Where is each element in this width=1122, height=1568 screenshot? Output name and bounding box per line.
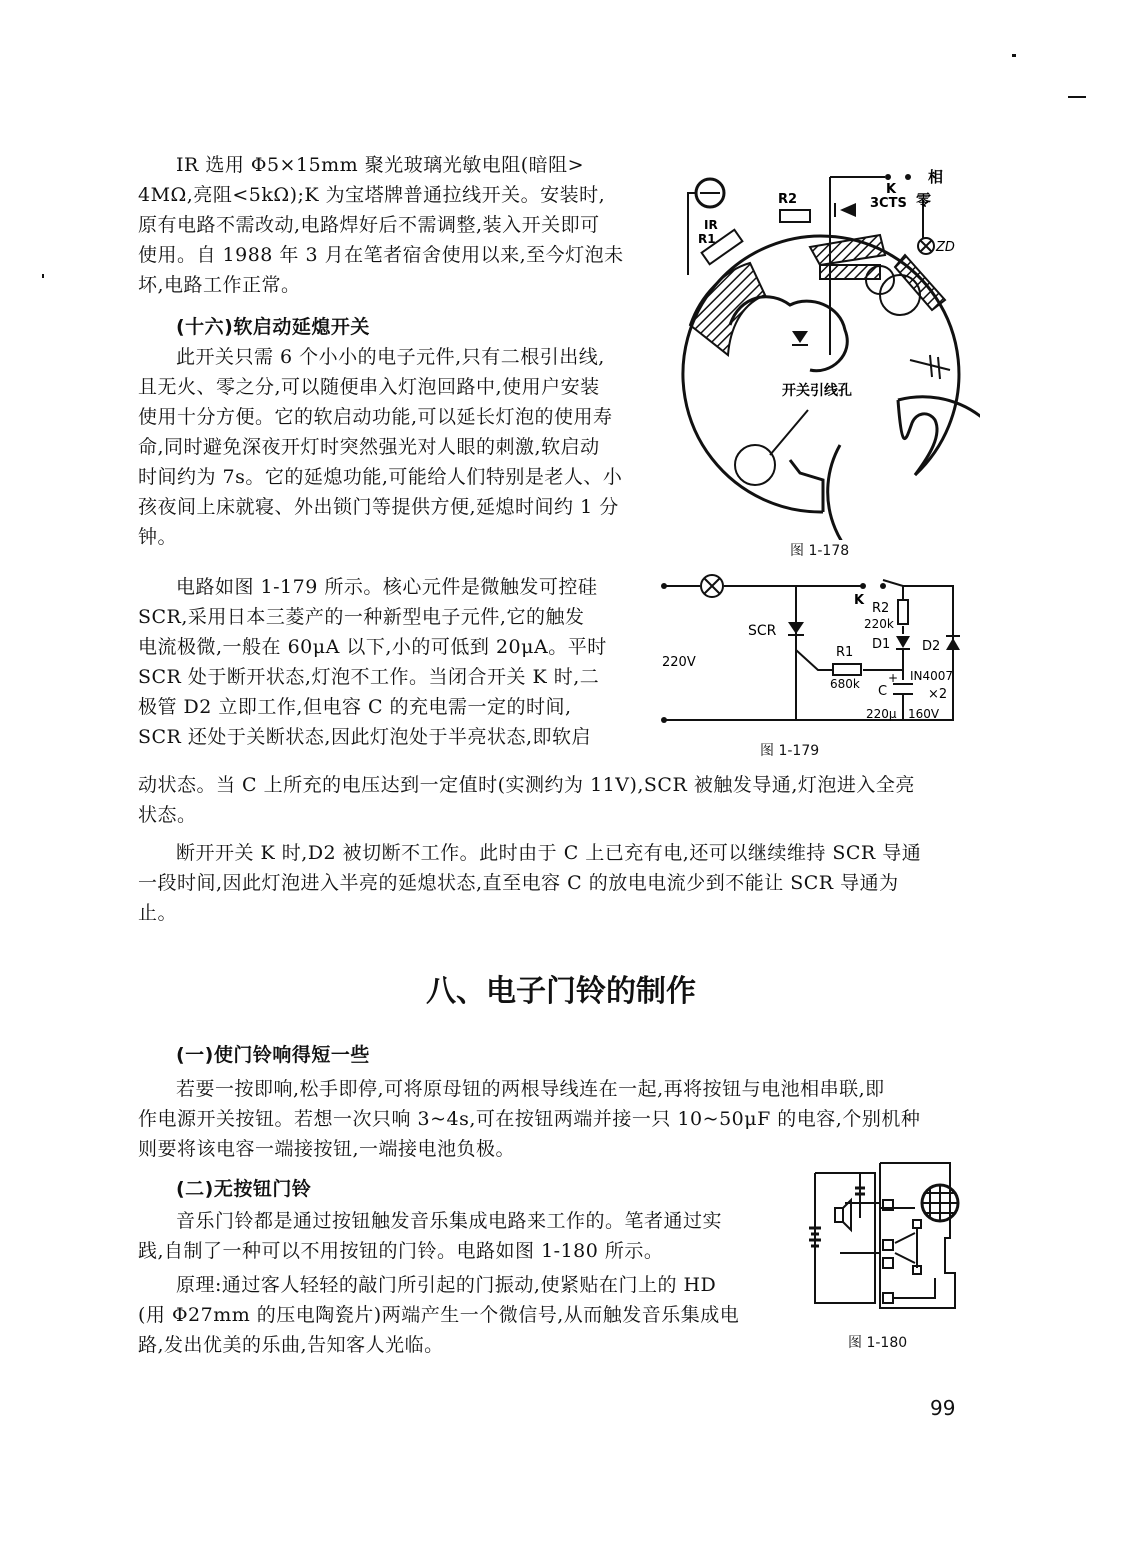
text-line: 动状态。当 C 上所充的电压达到一定值时(实测约为 11V),SCR 被触发导通,灯泡进入全亮 [138, 774, 915, 796]
label-r1: R1 [836, 645, 854, 660]
text-line: 原有电路不需改动,电路焊好后不需调整,装入开关即可 [138, 214, 600, 236]
label-c: C [878, 684, 888, 699]
label-r1-value: 680k [830, 677, 860, 691]
label-c-value: 220μ [866, 707, 897, 721]
figure-1-178 [680, 155, 980, 540]
paragraph-buttonless-intro [138, 1206, 798, 1266]
heading-soft-start-switch: (十六)软启动延熄开关 [176, 316, 370, 338]
ic-pin [883, 1240, 893, 1250]
paragraph-switch-intro [138, 342, 658, 552]
paragraph-circuit-179-cont [138, 770, 988, 830]
text-line: 此开关只需 6 个小小的电子元件,只有二根引出线, [176, 346, 605, 368]
text-line: 坏,电路工作正常。 [138, 274, 301, 296]
label-3cts: 3CTS [870, 196, 907, 211]
scr-symbol [788, 622, 804, 634]
heading-shorter-ring: (一)使门铃响得短一些 [176, 1044, 370, 1066]
paragraph-circuit-179 [138, 572, 658, 752]
label-ling: 零 [916, 191, 932, 209]
label-k: K [886, 182, 897, 197]
scan-mark [1068, 96, 1086, 98]
label-k: K [854, 593, 865, 608]
d2-diode [946, 638, 960, 650]
text-line: 断开开关 K 时,D2 被切断不工作。此时由于 C 上已充有电,还可以继续维持 SCR 导通 [176, 842, 922, 864]
r2-resistor [780, 210, 810, 222]
ic-pin [913, 1220, 921, 1228]
ic-pin [883, 1293, 893, 1303]
text-line: 孩夜间上床就寝、外出锁门等提供方便,延熄时间约 1 分 [138, 496, 619, 518]
text-line: SCR 处于断开状态,灯泡不工作。当闭合开关 K 时,二 [138, 666, 600, 688]
paragraph-shorter-ring [138, 1074, 988, 1164]
text-line: 止。 [138, 902, 178, 924]
paragraph-switch-off [138, 838, 988, 928]
text-line: 原理:通过客人轻轻的敲门所引起的门振动,使紧贴在门上的 HD [176, 1274, 717, 1296]
hatched-area [895, 255, 945, 310]
page-number: 99 [930, 1396, 956, 1420]
inner-ring [828, 397, 980, 540]
text-line: 4MΩ,亮阻<5kΩ);K 为宝塔牌普通拉线开关。安装时, [138, 184, 606, 206]
scr-symbol [840, 203, 856, 217]
r2-resistor [898, 600, 908, 624]
d1-diode [896, 636, 910, 648]
text-line: 音乐门铃都是通过按钮触发音乐集成电路来工作的。笔者通过实 [176, 1210, 723, 1232]
label-ir: IR [704, 218, 718, 232]
figure-1-179 [658, 570, 968, 730]
r1-resistor [833, 664, 861, 675]
label-hole: 开关引线孔 [782, 383, 852, 399]
section-title: 八、电子门铃的制作 [426, 974, 696, 1009]
text-line: IR 选用 Φ5×15mm 聚光玻璃光敏电阻(暗阻> [176, 154, 585, 176]
text-line: 践,自制了一种可以不用按钮的门铃。电路如图 1-180 所示。 [138, 1240, 664, 1262]
label-in4007: IN4007 [910, 669, 954, 683]
label-220v: 220V [662, 655, 696, 670]
figure-1-180 [805, 1158, 970, 1318]
text-line: 且无火、零之分,可以随便串入灯泡回路中,使用户安装 [138, 376, 600, 398]
text-line: 使用。自 1988 年 3 月在笔者宿舍使用以来,至今灯泡未 [138, 244, 624, 266]
text-line: (用 Φ27mm 的压电陶瓷片)两端产生一个微信号,从而触发音乐集成电 [138, 1304, 740, 1326]
hatched-area [690, 263, 765, 355]
label-plus: + [888, 671, 899, 685]
caption-fig-180: 图 1-180 [848, 1335, 908, 1351]
label-r2: R2 [778, 192, 798, 207]
text-line: 若要一按即响,松手即停,可将原母钮的两根导线连在一起,再将按钮与电池相串联,即 [176, 1078, 885, 1100]
text-line: 状态。 [138, 804, 197, 826]
label-x2: ×2 [928, 687, 948, 702]
caption-fig-179: 图 1-179 [760, 743, 820, 759]
text-line: 使用十分方便。它的软启动功能,可以延长灯泡的使用寿 [138, 406, 613, 428]
text-line: 电流极微,一般在 60μA 以下,小的可低到 20μA。平时 [138, 636, 607, 658]
label-160v: 160V [908, 707, 940, 721]
label-r1: R1 [698, 232, 716, 246]
text-line: 时间约为 7s。它的延熄功能,可能给人们特别是老人、小 [138, 466, 623, 488]
label-zd: ZD [936, 240, 955, 255]
heading-buttonless-doorbell: (二)无按钮门铃 [176, 1178, 312, 1200]
switch-k [860, 583, 866, 589]
label-r2: R2 [872, 601, 890, 616]
label-d1: D1 [872, 637, 891, 652]
text-line: 命,同时避免深夜开灯时突然强光对人眼的刺激,软启动 [138, 436, 600, 458]
text-line: 作电源开关按钮。若想一次只响 3~4s,可在按钮两端并接一只 10~50μF 的电容,个别机种 [138, 1108, 921, 1130]
text-line: 极管 D2 立即工作,但电容 C 的充电需一定的时间, [138, 696, 572, 718]
text-line: 一段时间,因此灯泡进入半亮的延熄状态,直至电容 C 的放电电流少到不能让 SCR 导通为 [138, 872, 899, 894]
paragraph-ir-description [138, 150, 658, 300]
text-line: SCR,采用日本三菱产的一种新型电子元件,它的触发 [138, 606, 585, 628]
text-line: 路,发出优美的乐曲,告知客人光临。 [138, 1334, 444, 1356]
text-line: 钟。 [138, 526, 178, 548]
ic-pin [883, 1258, 893, 1268]
scan-mark [42, 274, 44, 278]
paragraph-principle [138, 1270, 798, 1360]
caption-fig-178: 图 1-178 [790, 543, 850, 559]
label-d2: D2 [922, 639, 941, 654]
label-scr: SCR [748, 623, 777, 639]
text-line: 电路如图 1-179 所示。核心元件是微触发可控硅 [176, 576, 598, 598]
text-line: 则要将该电容一端接按钮,一端接电池负极。 [138, 1138, 516, 1160]
scan-mark [1012, 54, 1016, 57]
label-r2-value: 220k [864, 617, 894, 631]
label-xiang: 相 [928, 168, 944, 186]
text-line: SCR 还处于关断状态,因此灯泡处于半亮状态,即软启 [138, 726, 591, 748]
